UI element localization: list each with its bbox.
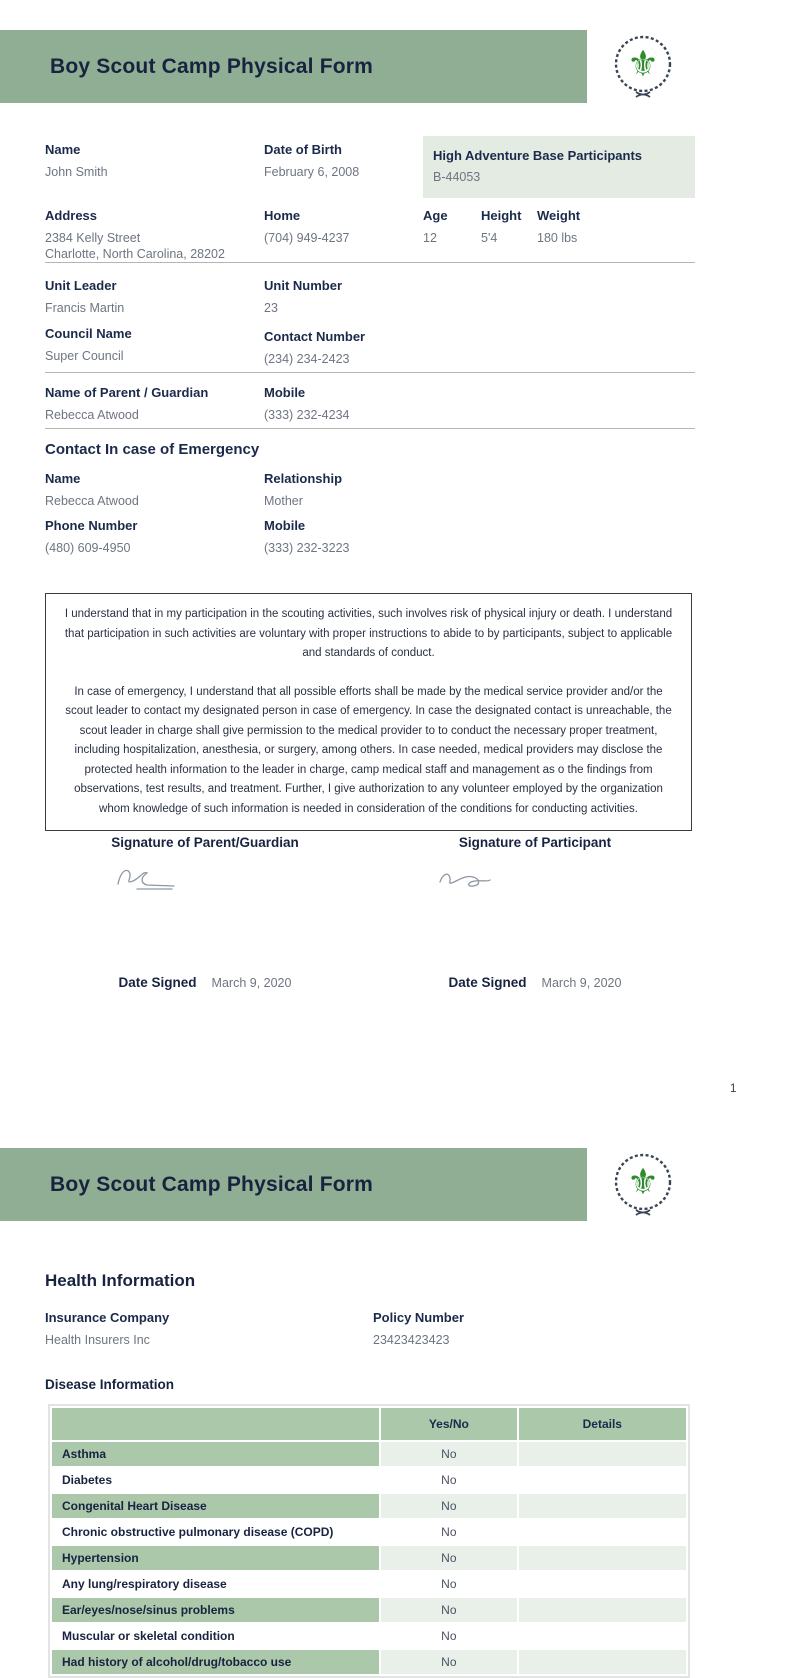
address-label: Address bbox=[45, 208, 98, 223]
disease-table bbox=[48, 1404, 690, 1678]
emergency-name-label: Name bbox=[45, 471, 81, 486]
field-unit-number bbox=[264, 278, 342, 316]
disease-details-cell bbox=[519, 1520, 686, 1544]
rope-knot-icon bbox=[636, 1210, 650, 1215]
policy-number-value: 23423423423 bbox=[373, 1333, 450, 1347]
disease-table-row bbox=[52, 1598, 686, 1622]
parent-signature-image bbox=[112, 858, 202, 900]
disease-header-condition bbox=[52, 1408, 379, 1440]
disease-details-cell bbox=[519, 1494, 686, 1518]
field-age bbox=[423, 208, 448, 246]
disease-condition-cell: Chronic obstructive pulmonary disease (COPD) bbox=[52, 1520, 379, 1544]
disease-condition-cell: Congenital Heart Disease bbox=[52, 1494, 379, 1518]
parent-signature-label: Signature of Parent/Guardian bbox=[111, 835, 299, 850]
field-insurance-company bbox=[45, 1310, 169, 1348]
disease-details-cell bbox=[519, 1650, 686, 1674]
weight-value: 180 lbs bbox=[537, 231, 578, 245]
disease-table-row bbox=[52, 1572, 686, 1596]
parent-mobile-value: (333) 232-4234 bbox=[264, 408, 350, 422]
field-home-phone bbox=[264, 208, 349, 246]
council-name-value: Super Council bbox=[45, 349, 124, 363]
disease-details-cell bbox=[519, 1468, 686, 1492]
home-value: (704) 949-4237 bbox=[264, 231, 350, 245]
field-council-name bbox=[45, 326, 132, 364]
disease-condition-cell: Asthma bbox=[52, 1442, 379, 1466]
height-value: 5'4 bbox=[481, 231, 498, 245]
participant-signature-image bbox=[436, 866, 506, 896]
disease-details-cell bbox=[519, 1624, 686, 1648]
scout-logo bbox=[610, 1151, 676, 1221]
field-height bbox=[481, 208, 521, 246]
participant-signature-label: Signature of Participant bbox=[458, 835, 612, 850]
dob-value: February 6, 2008 bbox=[264, 165, 360, 179]
disease-header-yesno: Yes/No bbox=[381, 1408, 517, 1440]
field-relationship bbox=[264, 471, 342, 509]
address-line1: 2384 Kelly Street bbox=[45, 231, 141, 245]
disease-information-heading: Disease Information bbox=[45, 1377, 175, 1392]
page-number: 1 bbox=[730, 1083, 737, 1095]
field-parent-name bbox=[45, 385, 208, 423]
disease-table-header-row bbox=[52, 1408, 686, 1440]
divider bbox=[45, 262, 695, 263]
contact-number-label: Contact Number bbox=[264, 329, 366, 344]
disease-condition-cell: Muscular or skeletal condition bbox=[52, 1624, 379, 1648]
age-value: 12 bbox=[423, 231, 437, 245]
field-name bbox=[45, 142, 108, 180]
policy-number-label: Policy Number bbox=[373, 1310, 465, 1325]
disease-yesno-cell: No bbox=[381, 1494, 517, 1518]
unit-number-label: Unit Number bbox=[264, 278, 342, 293]
parent-name-label: Name of Parent / Guardian bbox=[45, 385, 209, 400]
disease-yesno-cell: No bbox=[381, 1598, 517, 1622]
field-date-of-birth bbox=[264, 142, 359, 180]
field-policy-number bbox=[373, 1310, 464, 1348]
field-emergency-phone bbox=[45, 518, 137, 556]
field-weight bbox=[537, 208, 580, 246]
parent-name-value: Rebecca Atwood bbox=[45, 408, 139, 422]
disease-details-cell bbox=[519, 1442, 686, 1466]
disease-details-cell bbox=[519, 1572, 686, 1596]
disease-yesno-cell: No bbox=[381, 1624, 517, 1648]
page2-title: Boy Scout Camp Physical Form bbox=[50, 1172, 374, 1196]
disease-table-row bbox=[52, 1468, 686, 1492]
disease-table-row bbox=[52, 1546, 686, 1570]
parent-date-signed-row bbox=[45, 975, 365, 990]
disease-condition-cell: Ear/eyes/nose/sinus problems bbox=[52, 1598, 379, 1622]
participant-date-signed-row bbox=[375, 975, 695, 990]
health-information-heading: Health Information bbox=[45, 1271, 196, 1290]
insurance-company-label: Insurance Company bbox=[45, 1310, 170, 1325]
page2-header-banner bbox=[0, 1148, 587, 1221]
field-address bbox=[45, 208, 225, 262]
emergency-phone-label: Phone Number bbox=[45, 518, 138, 533]
parent-date-signed-label: Date Signed bbox=[118, 975, 197, 990]
consent-text-box bbox=[45, 593, 692, 831]
disease-condition-cell: Hypertension bbox=[52, 1546, 379, 1570]
disease-condition-cell: Had history of alcohol/drug/tobacco use bbox=[52, 1650, 379, 1674]
disease-table-row bbox=[52, 1494, 686, 1518]
disease-table-row bbox=[52, 1650, 686, 1674]
name-value: John Smith bbox=[45, 165, 108, 179]
disease-details-cell bbox=[519, 1546, 686, 1570]
disease-condition-cell: Diabetes bbox=[52, 1468, 379, 1492]
unit-leader-value: Francis Martin bbox=[45, 301, 125, 315]
participant-date-signed-label: Date Signed bbox=[448, 975, 527, 990]
disease-yesno-cell: No bbox=[381, 1650, 517, 1674]
emergency-phone-value: (480) 609-4950 bbox=[45, 541, 131, 555]
page1-title: Boy Scout Camp Physical Form bbox=[50, 54, 374, 78]
field-parent-mobile bbox=[264, 385, 349, 423]
parent-date-signed-value: March 9, 2020 bbox=[211, 976, 292, 990]
fleur-de-lis-icon: ⚜ bbox=[626, 1161, 660, 1202]
high-adventure-label: High Adventure Base Participants bbox=[433, 148, 643, 163]
disease-yesno-cell: No bbox=[381, 1572, 517, 1596]
relationship-label: Relationship bbox=[264, 471, 343, 486]
home-label: Home bbox=[264, 208, 301, 223]
high-adventure-box bbox=[423, 136, 695, 198]
name-label: Name bbox=[45, 142, 81, 157]
emergency-name-value: Rebecca Atwood bbox=[45, 494, 139, 508]
divider bbox=[45, 372, 695, 373]
fleur-de-lis-icon: ⚜ bbox=[626, 43, 660, 84]
disease-yesno-cell: No bbox=[381, 1546, 517, 1570]
age-label: Age bbox=[423, 208, 448, 223]
field-contact-number bbox=[264, 329, 365, 367]
disease-yesno-cell: No bbox=[381, 1520, 517, 1544]
page1-header-banner bbox=[0, 30, 587, 103]
disease-table-row bbox=[52, 1442, 686, 1466]
disease-header-details: Details bbox=[519, 1408, 686, 1440]
unit-leader-label: Unit Leader bbox=[45, 278, 117, 293]
participant-date-signed-value: March 9, 2020 bbox=[541, 976, 622, 990]
divider bbox=[45, 428, 695, 429]
disease-table-body bbox=[52, 1442, 686, 1674]
height-label: Height bbox=[481, 208, 522, 223]
disease-yesno-cell: No bbox=[381, 1442, 517, 1466]
contact-number-value: (234) 234-2423 bbox=[264, 352, 350, 366]
emergency-mobile-value: (333) 232-3223 bbox=[264, 541, 350, 555]
parent-mobile-label: Mobile bbox=[264, 385, 306, 400]
field-emergency-name bbox=[45, 471, 139, 509]
scout-logo bbox=[610, 33, 676, 103]
relationship-value: Mother bbox=[264, 494, 303, 508]
insurance-company-value: Health Insurers Inc bbox=[45, 1333, 150, 1347]
field-unit-leader bbox=[45, 278, 124, 316]
consent-paragraph-1: I understand that in my participation in the scouting activities, such involves risk of physical injury or death. I understand that participation in such activities are voluntary with proper instructions to abide to by participants, subject to applicable and standards of conduct. bbox=[64, 608, 673, 659]
high-adventure-value: B-44053 bbox=[433, 170, 481, 184]
weight-label: Weight bbox=[537, 208, 581, 223]
emergency-mobile-label: Mobile bbox=[264, 518, 306, 533]
unit-number-value: 23 bbox=[264, 301, 278, 315]
field-emergency-mobile bbox=[264, 518, 349, 556]
emergency-heading: Contact In case of Emergency bbox=[45, 441, 260, 458]
disease-details-cell bbox=[519, 1598, 686, 1622]
dob-label: Date of Birth bbox=[264, 142, 342, 157]
disease-condition-cell: Any lung/respiratory disease bbox=[52, 1572, 379, 1596]
disease-yesno-cell: No bbox=[381, 1468, 517, 1492]
address-line2: Charlotte, North Carolina, 28202 bbox=[45, 247, 225, 261]
rope-knot-icon bbox=[636, 92, 650, 97]
council-name-label: Council Name bbox=[45, 326, 132, 341]
disease-table-row bbox=[52, 1520, 686, 1544]
consent-paragraph-2: In case of emergency, I understand that all possible efforts shall be made by the medical service provider and/or the scout leader to contact my designated person in case of emergency. In case the designated contact is unreachable, the scout leader in charge shall give permission to the medical provider to to conduct the necessary proper treatment, including hospitalization, anesthesia, or surgery, among others. In case needed, medical providers may disclose the protected health information to the leader in charge, camp medical staff and management as o the findings from observations, test results, and treatment. Further, I give authorization to any volunteer employed by the organization whom knowledge of such information is needed in consideration of the conditions for conducting activities. bbox=[65, 685, 672, 815]
disease-table-row bbox=[52, 1624, 686, 1648]
